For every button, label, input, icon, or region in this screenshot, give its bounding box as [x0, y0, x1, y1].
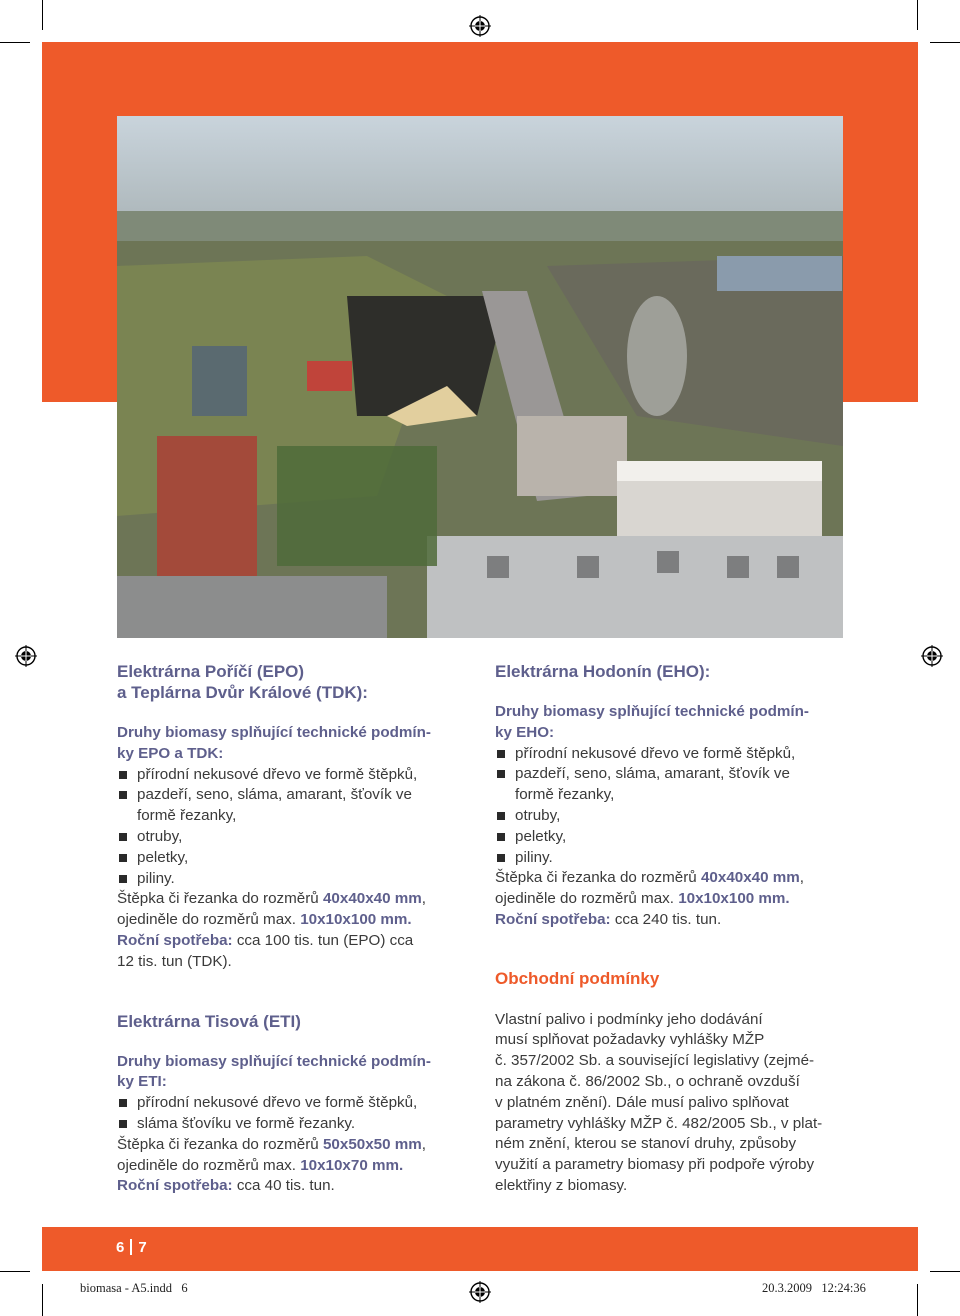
list-item: otruby, [117, 827, 477, 848]
crop-mark [930, 42, 960, 43]
list-item: piliny. [495, 848, 865, 869]
list-item: pazdeří, seno, sláma, amarant, šťovík ve formě řezanky, [495, 764, 865, 806]
list-item: piliny. [117, 869, 477, 890]
eti-heading: Elektrárna Tisová (ETI) [117, 1011, 301, 1031]
body-line: v platném znění). Dále musí palivo splňovat [495, 1093, 789, 1111]
right-column [495, 661, 865, 1197]
slug-timestamp: 20.3.2009 12:24:36 [762, 1281, 866, 1295]
eho-heading: Elektrárna Hodonín (EHO): [495, 662, 711, 681]
list-item: peletky, [117, 848, 477, 869]
list-item: peletky, [495, 827, 865, 848]
list-item: sláma šťovíku ve formě řezanky. [117, 1114, 477, 1135]
registration-mark-icon [15, 645, 37, 667]
epo-section [117, 661, 477, 973]
body-line: parametry vyhlášky MŽP č. 482/2005 Sb., v plat- [495, 1114, 823, 1132]
crop-mark [42, 1284, 43, 1316]
page-divider [130, 1239, 132, 1255]
eho-size-spec: Štěpka či řezanka do rozměrů 40x40x40 mm, [495, 869, 805, 887]
list-item: přírodní nekusové dřevo ve formě štěpků, [495, 744, 865, 765]
eho-max-spec: ojediněle do rozměrů max. 10x10x100 mm. [495, 890, 790, 908]
registration-mark-icon [469, 1281, 491, 1303]
list-item: pazdeří, seno, sláma, amarant, šťovík ve formě řezanky, [117, 785, 477, 827]
body-line: č. 357/2002 Sb. a související legislativy (zejmé- [495, 1052, 815, 1070]
eho-subheading: Druhy biomasy splňující technické podmín- ky EHO: [495, 703, 809, 741]
crop-mark [917, 0, 918, 30]
power-plant-aerial-photo [117, 116, 843, 638]
body-line: elektřiny z biomasy. [495, 1176, 628, 1194]
eti-max-spec: ojediněle do rozměrů max. 10x10x70 mm. [117, 1156, 404, 1174]
eho-annual-consumption: Roční spotřeba: cca 240 tis. tun. [495, 910, 722, 928]
body-line: na zákona č. 86/2002 Sb., o ochraně ovzduší [495, 1072, 800, 1090]
eho-biomass-list [495, 744, 865, 869]
slug-filename: biomasa - A5.indd 6 [80, 1281, 188, 1295]
eti-size-spec: Štěpka či řezanka do rozměrů 50x50x50 mm, [117, 1135, 427, 1153]
crop-mark [0, 42, 30, 43]
epo-max-spec: ojediněle do rozměrů max. 10x10x100 mm. [117, 911, 412, 929]
eti-section [117, 1011, 477, 1198]
obchodni-section [495, 969, 865, 1197]
epo-annual-consumption: Roční spotřeba: cca 100 tis. tun (EPO) cca 12 tis. tun (TDK). [117, 931, 414, 970]
list-item: přírodní nekusové dřevo ve formě štěpků, [117, 765, 477, 786]
crop-mark [0, 1271, 30, 1272]
footer-orange-band [42, 1227, 918, 1271]
epo-size-spec: Štěpka či řezanka do rozměrů 40x40x40 mm, [117, 890, 427, 908]
obchodni-body [495, 1010, 865, 1197]
body-line: Vlastní palivo i podmínky jeho dodávání [495, 1010, 763, 1028]
epo-heading: Elektrárna Poříčí (EPO) a Teplárna Dvůr Králové (TDK): [117, 662, 368, 702]
epo-subheading: Druhy biomasy splňující technické podmín- ky EPO a TDK: [117, 724, 431, 762]
epo-biomass-list [117, 765, 477, 890]
list-item: otruby, [495, 806, 865, 827]
obchodni-heading: Obchodní podmínky [495, 968, 660, 988]
list-item: přírodní nekusové dřevo ve formě štěpků, [117, 1093, 477, 1114]
page-numbers: 6 7 [116, 1239, 147, 1256]
crop-mark [917, 1284, 918, 1316]
eti-annual-consumption: Roční spotřeba: cca 40 tis. tun. [117, 1177, 335, 1195]
body-line: musí splňovat požadavky vyhlášky MŽP [495, 1031, 765, 1049]
left-column [117, 661, 477, 1197]
registration-mark-icon [469, 15, 491, 37]
eti-subheading: Druhy biomasy splňující technické podmín- ky ETI: [117, 1052, 431, 1091]
eti-biomass-list [117, 1093, 477, 1135]
crop-mark [930, 1271, 960, 1272]
body-line: využití a parametry biomasy při podpoře výroby [495, 1156, 815, 1174]
body-line: ném znění, kterou se stanoví druhy, způsoby [495, 1135, 797, 1153]
eho-section [495, 661, 865, 931]
registration-mark-icon [921, 645, 943, 667]
crop-mark [42, 0, 43, 30]
